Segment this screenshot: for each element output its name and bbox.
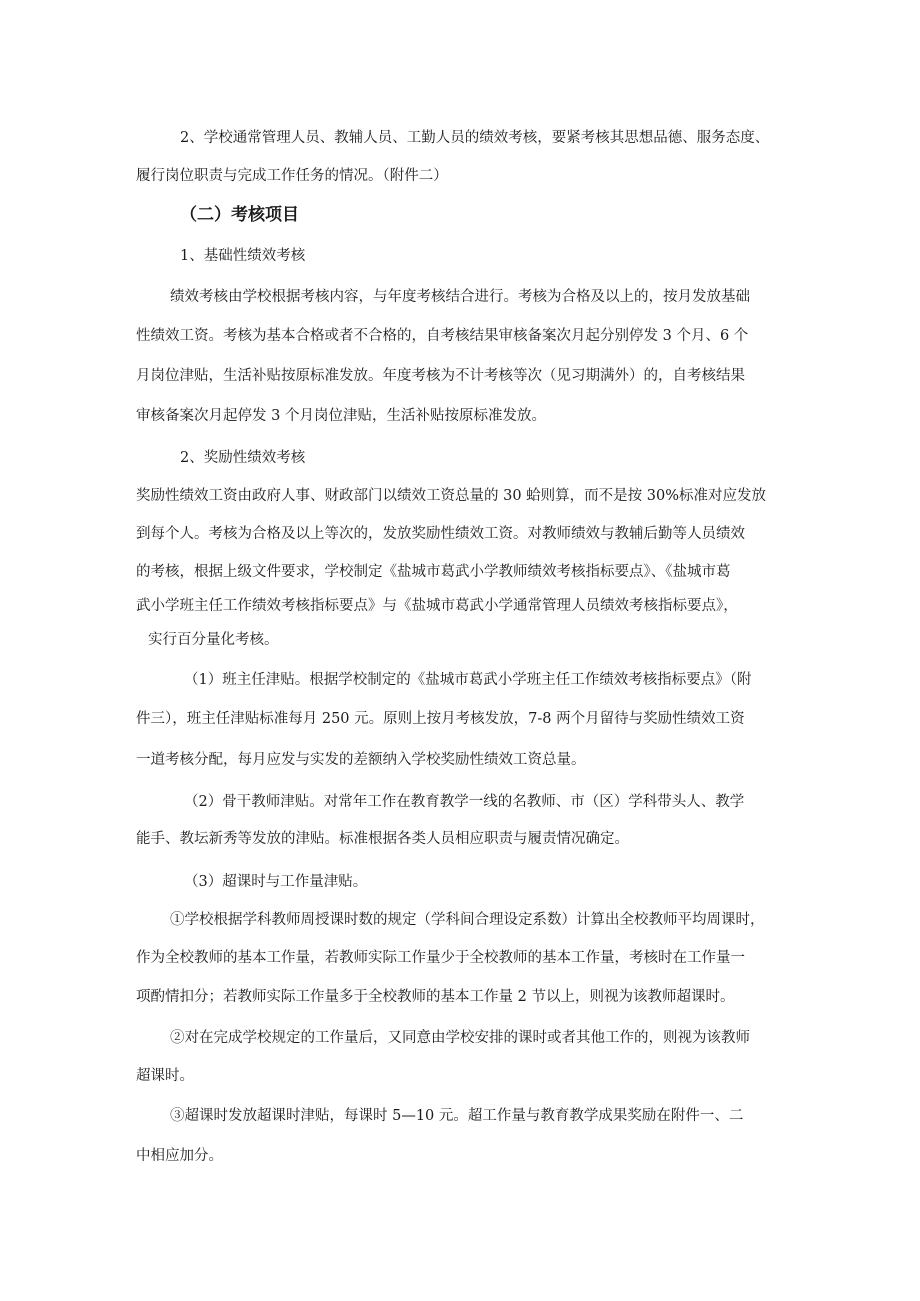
paragraph-line: 武小学班主任工作绩效考核指标要点》与《盐城市葛武小学通常管理人员绩效考核指标要点》， <box>136 598 738 614</box>
paragraph-line: 能手、教坛新秀等发放的津贴。标准根据各类人员相应职责与履责情况确定。 <box>136 831 629 847</box>
paragraph-line: ①学校根据学科教师周授课时数的规定（学科间合理设定系数）计算出全校教师平均周课时， <box>170 912 765 928</box>
subsection-heading: 2、奖励性绩效考核 <box>180 450 306 466</box>
paragraph-line: 到每个人。考核为合格及以上等次的，发放奖励性绩效工资。对教师绩效与教辅后勤等人员绩效 <box>136 526 745 542</box>
paragraph-line: 中相应加分。 <box>136 1148 223 1164</box>
paragraph-line: 绩效考核由学校根据考核内容，与年度考核结合进行。考核为合格及以上的，按月发放基础 <box>170 289 750 305</box>
paragraph-line: 月岗位津贴，生活补贴按原标准发放。年度考核为不计考核等次（见习期满外）的，自考核结果 <box>136 368 745 384</box>
paragraph-line: 性绩效工资。考核为基本合格或者不合格的，自考核结果审核备案次月起分别停发 3 个月、6 个 <box>136 328 749 344</box>
paragraph-line: 实行百分量化考核。 <box>148 632 279 648</box>
paragraph-line: 的考核，根据上级文件要求，学校制定《盐城市葛武小学教师绩效考核指标要点》、《盐城市葛 <box>136 564 731 580</box>
paragraph-line: 超课时。 <box>136 1068 194 1084</box>
section-heading: （二）考核项目 <box>180 205 299 225</box>
paragraph-line: 审核备案次月起停发 3 个月岗位津贴，生活补贴按原标准发放。 <box>136 408 546 424</box>
paragraph-line: 履行岗位职责与完成工作任务的情况。（附件二） <box>136 168 448 184</box>
paragraph-line: 项酌情扣分；若教师实际工作量多于全校教师的基本工作量 2 节以上，则视为该教师超课时。 <box>136 989 735 1005</box>
paragraph-line: 奖励性绩效工资由政府人事、财政部门以绩效工资总量的 30 蛤则算，而不是按 30%标准对应发放 <box>136 488 767 504</box>
paragraph-line: 作为全校教师的基本工作量，若教师实际工作量少于全校教师的基本工作量，考核时在工作量一 <box>136 950 745 966</box>
paragraph-line: （3）超课时与工作量津贴。 <box>184 874 368 890</box>
paragraph-line: 一道考核分配，每月应发与实发的差额纳入学校奖励性绩效工资总量。 <box>136 752 586 768</box>
paragraph-line: 2、学校通常管理人员、教辅人员、工勤人员的绩效考核，要紧考核其思想品德、服务态度、 <box>180 130 770 146</box>
paragraph-line: （1）班主任津贴。根据学校制定的《盐城市葛武小学班主任工作绩效考核指标要点》（附 <box>184 672 752 688</box>
paragraph-line: ②对在完成学校规定的工作量后，又同意由学校安排的课时或者其他工作的，则视为该教师 <box>170 1030 750 1046</box>
paragraph-line: ③超课时发放超课时津贴，每课时 5—10 元。超工作量与教育教学成果奖励在附件一、二 <box>170 1108 744 1124</box>
paragraph-line: （2）骨干教师津贴。对常年工作在教育教学一线的名教师、市（区）学科带头人、教学 <box>184 794 745 810</box>
paragraph-line: 件三），班主任津贴标准每月 250 元。原则上按月考核发放，7-8 两个月留待与奖励性绩效工资 <box>136 711 745 727</box>
subsection-heading: 1、基础性绩效考核 <box>180 248 306 264</box>
